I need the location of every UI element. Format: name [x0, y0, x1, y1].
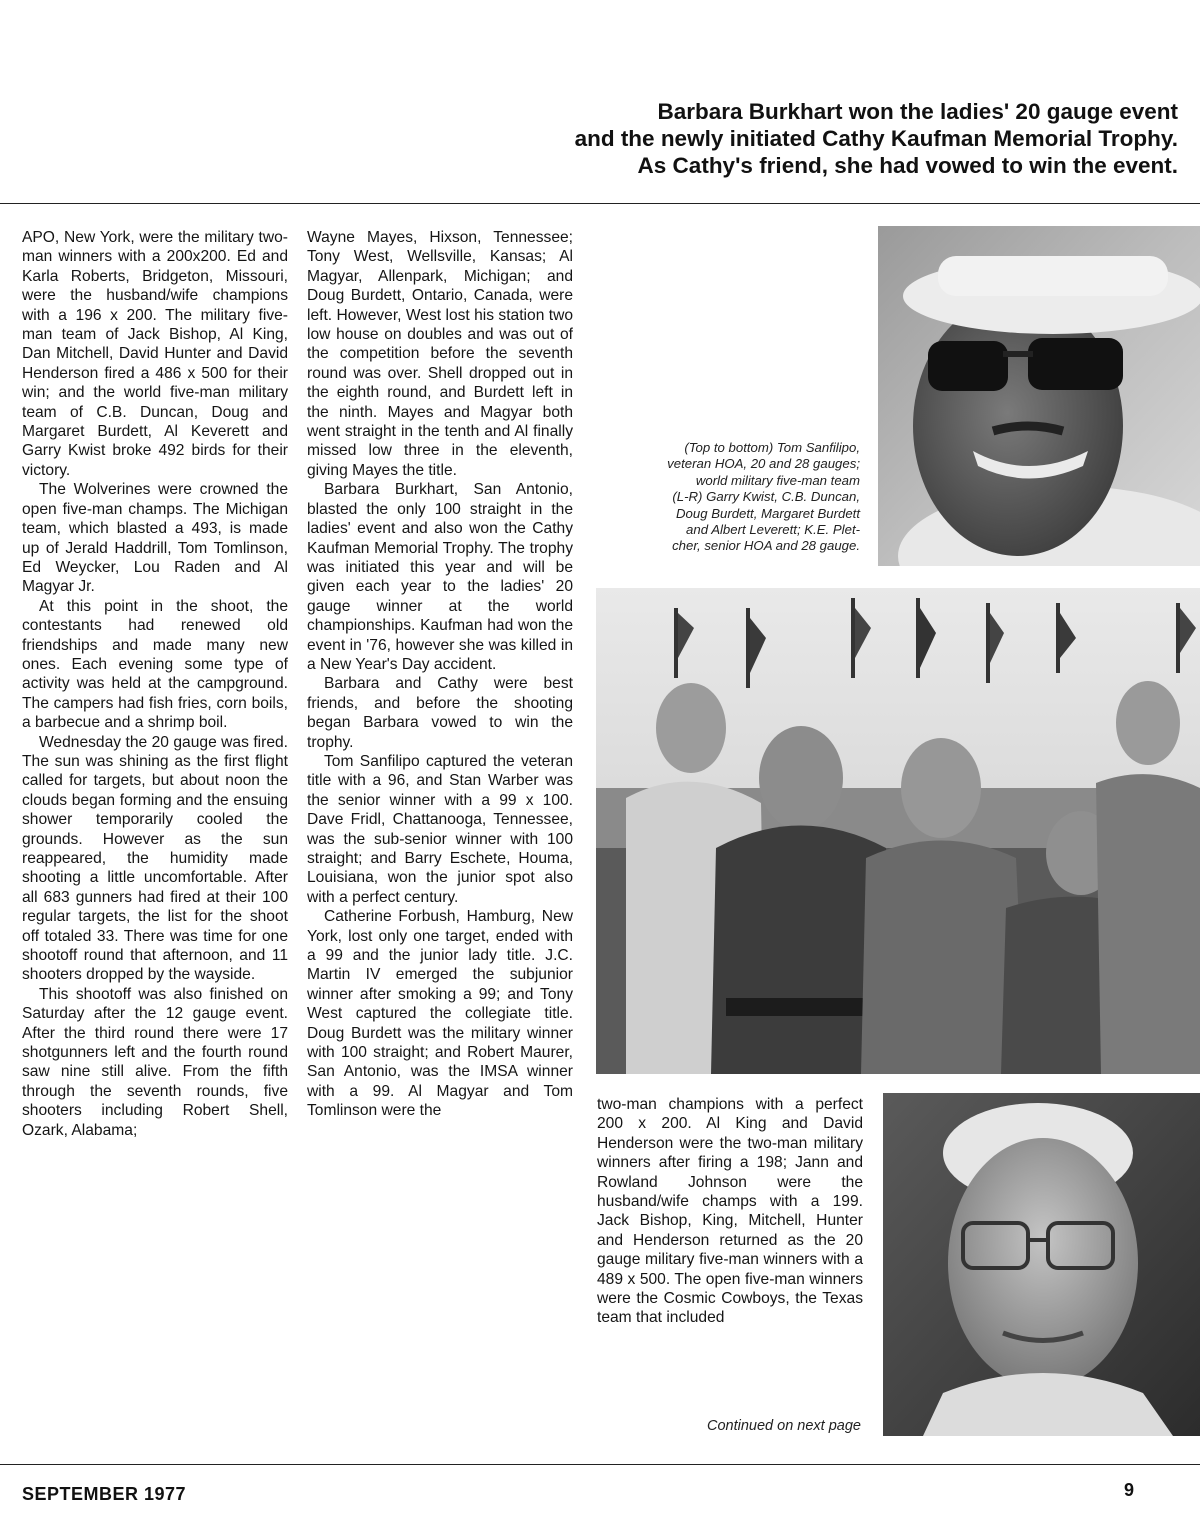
continued-note: Continued on next page [707, 1418, 861, 1434]
paragraph: Catherine Forbush, Hamburg, New York, lost only one target, ended with a 99 and the junior lady title. J.C. Martin IV emerged the subjunior winner after smoking a 99; and Tony West captured the collegiate title. Doug Burdett was the military winner with 100 straight; and Robert Maurer, San Antonio, was the IMSA winner with a 99. Al Magyar and Tom Tomlinson were the [307, 908, 573, 1120]
paragraph: Tom Sanfilipo captured the veteran title with a 96, and Stan Warber was the senior winner with a 99 x 100. Dave Fridl, Chattanooga, Tennessee, was the sub-senior winner with 100 straight; and Barry Eschete, Houma, Louisiana, won the junior spot also with a perfect century. [307, 752, 573, 906]
article-column-2 [307, 228, 573, 1121]
paragraph: Barbara Burkhart, San Antonio, blasted the only 100 straight in the ladies' event and also won the Cathy Kaufman Memorial Trophy. The trophy was initiated this year and will be given each year to the ladies' 20 gauge winner at the world championships. Kaufman had won the event in '76, however she was killed in a New Year's Day accident. [307, 481, 573, 673]
caption-line: cher, senior HOA and 28 gauge. [672, 538, 860, 554]
caption-line: world military five-man team [695, 472, 860, 488]
paragraph: two-man champions with a perfect 200 x 200. Al King and David Henderson were the two-man military winners after firing a 198; Jann and Rowland Johnson were the husband/wife champs with a 199. Jack Bishop, King, Mitchell, Hunter and Henderson returned as the 20 gauge military five-man winners with a 489 x 500. The open five-man winners were the Cosmic Cowboys, the Texas team that included [597, 1096, 863, 1327]
bottom-divider [0, 1464, 1200, 1465]
caption-line: (Top to bottom) Tom Sanfilipo, [684, 440, 860, 455]
photo-military-five-man-team [596, 588, 1200, 1074]
paragraph: Wayne Mayes, Hixson, Tennessee; Tony West, Wellsville, Kansas; Al Magyar, Allenpark, Michigan; and Doug Burdett, Ontario, Canada, were left. However, West lost his station two low house on doubles and was out of the competition before the seventh round was over. Shell dropped out in the eighth round, and Burdett left in the ninth. Mayes and Magyar both went straight in the tenth and Al finally missed low three in the eleventh, giving Mayes the title. [307, 229, 573, 479]
photo-caption [590, 440, 860, 555]
pull-quote-line: As Cathy's friend, she had vowed to win the event. [637, 153, 1178, 178]
paragraph: At this point in the shoot, the contestants had renewed old friendships and made many new ones. Each evening some type of activity was held at the campground. The campers had fish fries, corn boils, a barbecue and a shrimp boil. [22, 597, 288, 732]
pull-quote-line: Barbara Burkhart won the ladies' 20 gauge event [657, 99, 1178, 124]
article-column-3 [597, 1095, 863, 1328]
article-column-1 [22, 228, 288, 1140]
page-number: 9 [1123, 1480, 1134, 1500]
top-divider [0, 203, 1200, 204]
caption-line: veteran HOA, 20 and 28 gauges; [667, 456, 860, 472]
paragraph: Barbara and Cathy were best friends, and before the shooting began Barbara vowed to win the trophy. [307, 675, 573, 751]
caption-line: and Albert Leverett; K.E. Plet- [686, 522, 860, 538]
issue-date: SEPTEMBER 1977 [22, 1484, 187, 1504]
paragraph: This shootoff was also finished on Saturday after the 12 gauge event. After the third round there were 17 shotgunners left and the fourth round saw nine still alive. From the fifth through the seventh rounds, five shooters including Robert Shell, Ozark, Alabama; [22, 985, 288, 1139]
photo-tom-sanfilipo [878, 226, 1200, 566]
pull-quote [378, 98, 1178, 179]
paragraph: Wednesday the 20 gauge was fired. The sun was shining as the first flight called for targets, but about noon the clouds began forming and the ensuing shower temporarily cooled the grounds. However as the sun reappeared, the humidity made shooting a little uncomfortable. After all 683 gunners had fired at their 100 regular targets, the list for the shoot off totaled 33. There was time for one shootoff round that afternoon, and 11 shooters dropped by the wayside. [22, 733, 288, 984]
paragraph: APO, New York, were the military two-man winners with a 200x200. Ed and Karla Roberts, Bridgeton, Missouri, were the husband/wife champions with a 196 x 200. The military five-man team of Jack Bishop, Al King, Dan Mitchell, David Hunter and David Henderson fired a 486 x 500 for their win; and the world five-man military team of C.B. Duncan, Doug and Margaret Burdett, Al Keverett and Garry Kwist broke 492 birds for their victory. [22, 229, 288, 479]
photo-ke-pletcher [883, 1093, 1200, 1436]
caption-line: Doug Burdett, Margaret Burdett [676, 505, 860, 521]
paragraph: The Wolverines were crowned the open five-man champs. The Michigan team, which blasted a 493, is made up of Jerald Haddrill, Tom Tomlinson, Ed Weycker, Lou Raden and Al Magyar Jr. [22, 481, 288, 596]
caption-line: (L-R) Garry Kwist, C.B. Duncan, [672, 489, 860, 505]
pull-quote-line: and the newly initiated Cathy Kaufman Memorial Trophy. [574, 126, 1178, 151]
